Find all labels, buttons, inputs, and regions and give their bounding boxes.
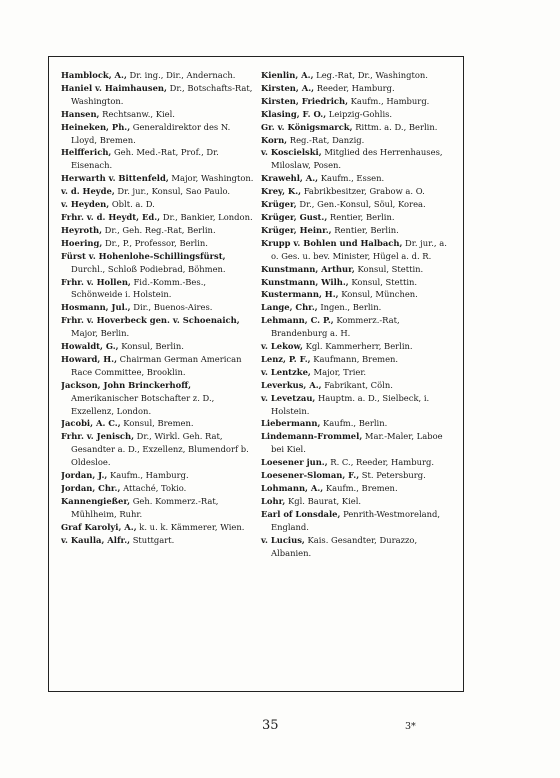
entry-details: Penrith-Westmoreland, England. [271, 508, 441, 532]
entry-name: Graf Karolyi, A., [61, 521, 137, 532]
entry-details: Durchl., Schloß Podiebrad, Böhmen. [71, 263, 226, 274]
directory-entry [61, 495, 255, 521]
entry-details: Dr., P., Professor, Berlin. [102, 237, 208, 248]
directory-entry [61, 353, 255, 379]
entry-details: Major, Washington. [168, 173, 254, 184]
left-column [61, 69, 255, 691]
entry-details: Fabrikant, Cöln. [321, 379, 393, 390]
entry-name: Kirsten, A., [261, 82, 315, 93]
entry-details: Dir., Buenos-Aires. [130, 302, 213, 313]
entry-name: Fürst v. Hohenlohe-Schillingsfürst, [61, 250, 226, 261]
directory-entry [61, 82, 255, 108]
entry-details: Amerikanischer Botschafter z. D., Exzellenz, London. [71, 392, 215, 416]
entry-details: Oblt. a. D. [109, 199, 155, 210]
directory-entry [261, 301, 455, 314]
directory-entry [261, 95, 455, 108]
directory-entry [61, 340, 255, 353]
directory-entry [61, 430, 255, 469]
entry-name: Frhr. v. d. Heydt, Ed., [61, 211, 161, 222]
directory-entry [61, 482, 255, 495]
directory-entry [61, 108, 255, 121]
entry-name: Krupp v. Bohlen und Halbach, [261, 237, 403, 248]
entry-name: Lindemann-Frommel, [261, 431, 363, 442]
entry-name: Earl of Lonsdale, [261, 508, 341, 519]
directory-entry [61, 276, 255, 302]
signature-mark: 3* [405, 721, 416, 732]
entry-name: Lehmann, C. P., [261, 315, 334, 326]
entry-details: Dr., Geh. Reg.-Rat, Berlin. [101, 224, 216, 235]
entry-name: Krüger, Gust., [261, 211, 328, 222]
entry-name: Hoering, [61, 237, 103, 248]
entry-name: Haniel v. Haimhausen, [61, 82, 167, 93]
entry-name: Lohmann, A., [261, 483, 324, 493]
entry-name: Gr. v. Königsmarck, [261, 121, 353, 132]
directory-entry [261, 224, 455, 237]
directory-entry [61, 211, 255, 224]
directory-entry [261, 469, 455, 482]
directory-entry [261, 430, 455, 456]
entry-name: Leverkus, A., [261, 379, 322, 390]
entry-name: Helfferich, [61, 147, 112, 158]
entry-name: Lohr, [261, 495, 286, 506]
entry-name: Krawehl, A., [261, 173, 319, 184]
directory-entry [261, 237, 455, 263]
entry-name: v. Kaulla, Alfr., [61, 534, 131, 545]
directory-entry [261, 198, 455, 211]
page-number: 35 [262, 718, 279, 733]
entry-name: Jordan, J., [61, 470, 108, 481]
entry-details: Kgl. Baurat, Kiel. [285, 495, 362, 506]
entry-details: Dr., Botschafts-Rat, Washington. [71, 82, 253, 106]
entry-details: Konsul, Stettin. [348, 276, 418, 287]
directory-entry [61, 224, 255, 237]
entry-details: Kaufm., Hamburg. [347, 95, 430, 106]
entry-details: Rittm. a. D., Berlin. [352, 121, 438, 132]
directory-entry [61, 417, 255, 430]
directory-entry [61, 198, 255, 211]
directory-entry [61, 172, 255, 185]
entry-name: Howard, H., [61, 353, 117, 364]
entry-details: R. C., Reeder, Hamburg. [327, 457, 434, 468]
entry-details: Konsul, Bremen. [120, 418, 194, 429]
entry-details: Konsul, München. [338, 289, 418, 300]
directory-entry [261, 263, 455, 276]
text-frame [48, 56, 464, 692]
entry-details: Kaufm., Essen. [318, 173, 385, 184]
entry-details: Konsul, Stettin. [354, 263, 424, 274]
entry-details: Dr. jur., Konsul, Sao Paulo. [114, 186, 231, 197]
entry-details: Fid.-Komm.-Bes., Schönweide i. Holstein. [71, 276, 207, 300]
entry-name: Krüger, [261, 199, 297, 210]
entry-name: Jordan, Chr., [61, 483, 121, 493]
entry-name: Kunstmann, Wilh., [261, 276, 349, 287]
directory-entry [261, 172, 455, 185]
entry-details: Dr. ing., Dir., Andernach. [126, 70, 236, 80]
entry-name: Heineken, Ph., [61, 121, 131, 132]
entry-name: Kunstmann, Arthur, [261, 263, 355, 274]
directory-entry [261, 146, 455, 172]
directory-entry [261, 534, 455, 560]
entry-name: Kustermann, H., [261, 289, 339, 300]
entry-details: Hauptm. a. D., Sielbeck, i. Holstein. [271, 392, 430, 416]
directory-entry [261, 108, 455, 121]
directory-entry [61, 69, 255, 82]
directory-entry [261, 495, 455, 508]
entry-details: Leipzig-Gohlis. [326, 108, 393, 119]
entry-name: Korn, [261, 134, 288, 145]
entry-details: Reg.-Rat, Danzig. [287, 134, 365, 145]
entry-details: k. u. k. Kämmerer, Wien. [136, 521, 245, 532]
directory-entry [61, 146, 255, 172]
entry-name: v. Koscielski, [261, 147, 322, 158]
directory-entry [261, 82, 455, 95]
directory-entry [61, 237, 255, 250]
entry-details: Leg.-Rat, Dr., Washington. [313, 70, 428, 80]
entry-name: Loesener jun., [261, 457, 328, 468]
directory-entry [261, 69, 455, 82]
entry-name: Krey, K., [261, 186, 302, 197]
entry-details: Dr., Wirkl. Geh. Rat, Gesandter a. D., Exzellenz, Blumendorf b. Oldesloe. [71, 431, 249, 468]
entry-details: Dr., Bankier, London. [160, 211, 253, 222]
entry-details: Geh. Med.-Rat, Prof., Dr. Eisenach. [71, 147, 219, 171]
entry-details: Dr. jur., a. o. Ges. u. bev. Minister, Hügel a. d. R. [271, 237, 447, 261]
entry-name: v. Lucius, [261, 534, 305, 545]
entry-name: Klasing, F. O., [261, 108, 327, 119]
entry-name: Lenz, P. F., [261, 353, 311, 364]
entry-details: Kais. Gesandter, Durazzo, Albanien. [271, 534, 418, 558]
entry-name: Jackson, John Brinckerhoff, [61, 379, 192, 390]
entry-details: Geh. Kommerz.-Rat, Mühlheim, Ruhr. [71, 495, 219, 519]
entry-name: Heyroth, [61, 224, 102, 235]
entry-details: Chairman German American Race Committee, Brooklin. [71, 353, 242, 377]
entry-name: v. d. Heyde, [61, 186, 115, 197]
entry-name: Kannengießer, [61, 495, 131, 506]
directory-entry [261, 314, 455, 340]
entry-name: Herwarth v. Bittenfeld, [61, 173, 169, 184]
entry-name: Loesener-Sloman, F., [261, 470, 360, 481]
right-column [255, 69, 455, 691]
entry-name: Kienlin, A., [261, 70, 314, 80]
entry-details: St. Petersburg. [359, 470, 426, 481]
directory-entry [61, 301, 255, 314]
entry-name: Hamblock, A., [61, 70, 127, 80]
entry-name: v. Levetzau, [261, 392, 316, 403]
entry-details: Major, Trier. [310, 366, 367, 377]
directory-entry [61, 185, 255, 198]
entry-details: Attaché, Tokio. [120, 483, 187, 493]
directory-entry [261, 417, 455, 430]
entry-name: Krüger, Heinr., [261, 224, 332, 235]
entry-name: Frhr. v. Hollen, [61, 276, 131, 287]
entry-details: Rentier, Berlin. [327, 211, 395, 222]
entry-name: v. Lentzke, [261, 366, 311, 377]
entry-details: Kaufm., Bremen. [323, 483, 398, 493]
directory-entry [61, 250, 255, 276]
entry-details: Fabrikbesitzer, Grabow a. O. [301, 186, 425, 197]
entry-details: Dr., Gen.-Konsul, Söul, Korea. [296, 199, 426, 210]
directory-entry [61, 521, 255, 534]
page-footer [0, 718, 560, 738]
directory-entry [61, 534, 255, 547]
entry-details: Rentier, Berlin. [331, 224, 399, 235]
entry-details: Ingen., Berlin. [317, 302, 382, 313]
entry-name: Jacobi, A. C., [61, 418, 121, 429]
entry-details: Kaufm., Berlin. [320, 418, 388, 429]
entry-details: Mar.-Maler, Laboe bei Kiel. [271, 431, 443, 455]
entry-name: v. Heyden, [61, 199, 110, 210]
entry-details: Kgl. Kammerherr, Berlin. [302, 341, 413, 352]
entry-details: Kaufm., Hamburg. [107, 470, 189, 481]
entry-name: Liebermann, [261, 418, 321, 429]
entry-details: Rechtsanw., Kiel. [99, 108, 175, 119]
directory-entry [261, 276, 455, 289]
entry-details: Konsul, Berlin. [118, 341, 184, 352]
directory-entry [61, 314, 255, 340]
entry-details: Kaufmann, Bremen. [310, 353, 399, 364]
directory-entry [261, 482, 455, 495]
entry-name: Hansen, [61, 108, 100, 119]
directory-entry [261, 134, 455, 147]
entry-details: Stuttgart. [130, 534, 175, 545]
directory-entry [261, 508, 455, 534]
directory-entry [61, 121, 255, 147]
entry-details: Generaldirektor des N. Lloyd, Bremen. [71, 121, 231, 145]
entry-name: Frhr. v. Jenisch, [61, 431, 135, 442]
entry-name: v. Lekow, [261, 341, 303, 352]
directory-entry [261, 379, 455, 392]
entry-name: Howaldt, G., [61, 341, 119, 352]
directory-entry [261, 288, 455, 301]
directory-entry [261, 392, 455, 418]
directory-entry [261, 456, 455, 469]
entry-name: Lange, Chr., [261, 302, 318, 313]
directory-entry [261, 366, 455, 379]
directory-entry [61, 379, 255, 418]
directory-entry [261, 353, 455, 366]
entry-details: Reeder, Hamburg. [314, 82, 395, 93]
entry-name: Hosmann, Jul., [61, 302, 131, 313]
entry-details: Kommerz.-Rat, Brandenburg a. H. [271, 315, 400, 339]
entry-name: Frhr. v. Hoverbeck gen. v. Schoenaich, [61, 315, 240, 326]
entry-name: Kirsten, Friedrich, [261, 95, 348, 106]
directory-entry [261, 121, 455, 134]
directory-entry [261, 340, 455, 353]
directory-entry [61, 469, 255, 482]
directory-entry [261, 211, 455, 224]
entry-details: Major, Berlin. [71, 328, 130, 339]
directory-entry [261, 185, 455, 198]
entry-details: Mitglied des Herrenhauses, Miloslaw, Posen. [271, 147, 443, 171]
